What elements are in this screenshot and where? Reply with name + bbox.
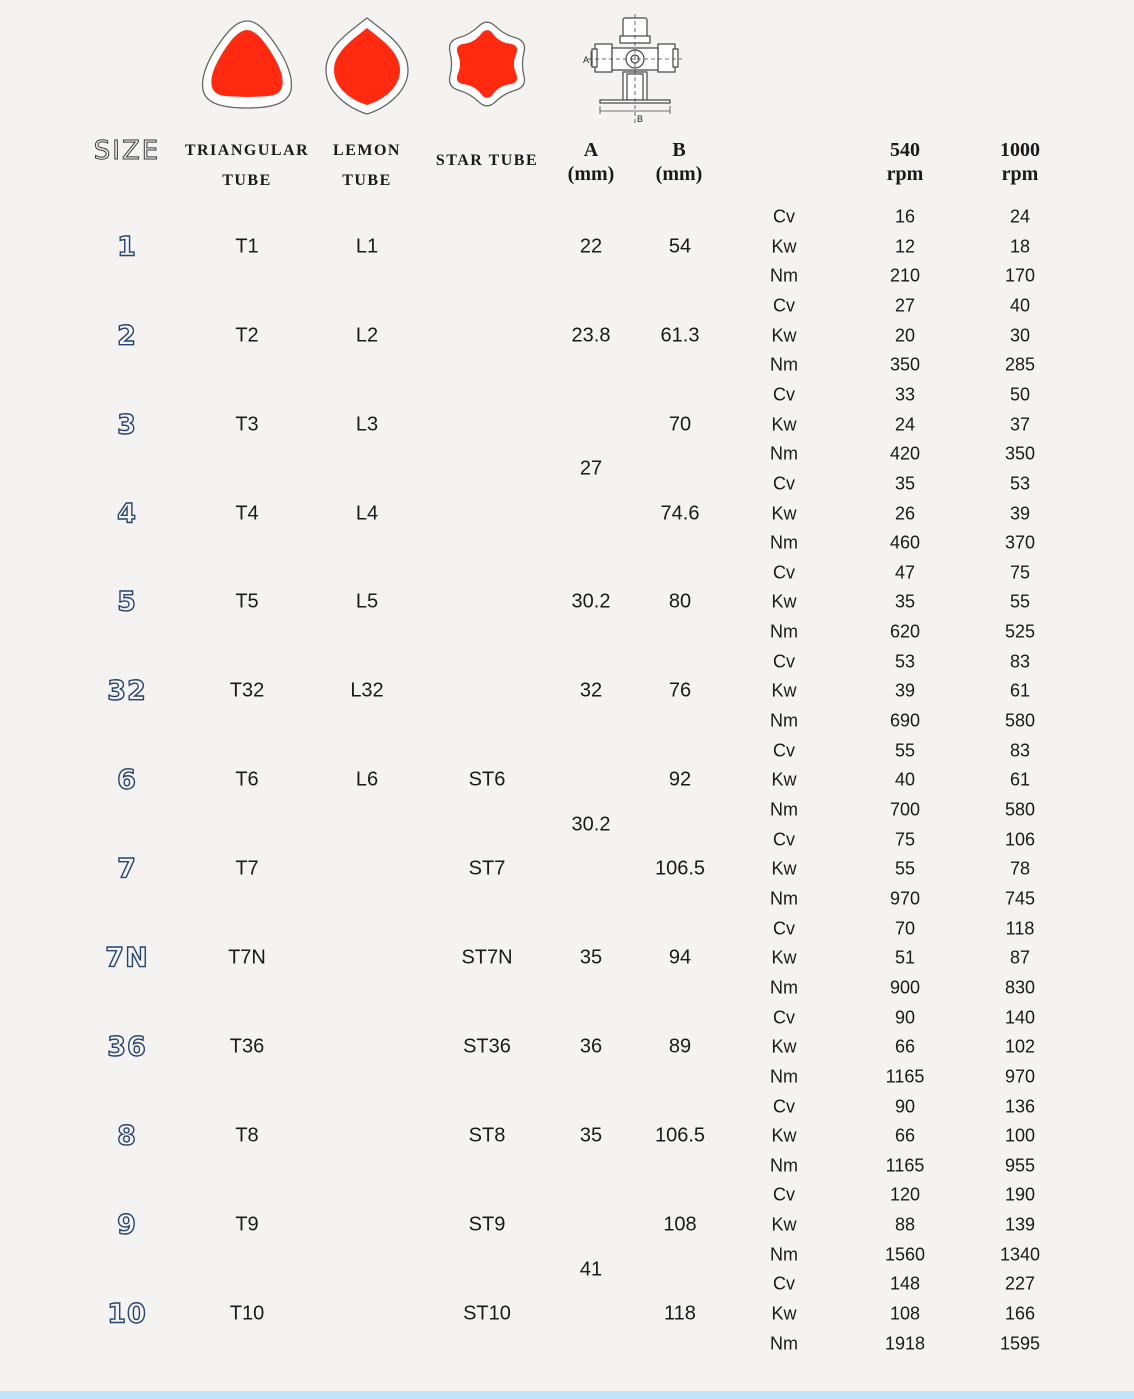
value-540rpm: 108	[889, 1303, 921, 1324]
unit-label: Cv	[773, 384, 795, 405]
value-1000rpm: 24	[1009, 206, 1031, 227]
value-540rpm: 66	[894, 1125, 916, 1146]
value-540rpm: 148	[889, 1273, 921, 1294]
unit-label: Cv	[773, 918, 795, 939]
unit-label: Kw	[771, 591, 797, 612]
value-540rpm: 35	[894, 473, 916, 494]
value-1000rpm: 39	[1009, 503, 1031, 523]
dimension-b-cell: 74.6	[660, 502, 700, 524]
rpm540-header	[865, 138, 945, 186]
star-tube-cell: ST10	[463, 1302, 511, 1325]
unit-label: Cv	[773, 651, 795, 672]
value-540rpm: 210	[889, 265, 921, 286]
value-540rpm: 75	[894, 829, 916, 850]
value-1000rpm: 139	[1004, 1214, 1036, 1235]
value-1000rpm: 53	[1009, 473, 1031, 494]
value-1000rpm: 580	[1004, 799, 1036, 820]
value-1000rpm: 106	[1004, 829, 1036, 850]
value-540rpm: 620	[889, 621, 921, 642]
dimension-b-cell: 80	[668, 590, 692, 613]
unit-label: Cv	[773, 740, 795, 761]
unit-label: Kw	[771, 858, 797, 879]
size-cell: 1	[117, 231, 137, 263]
dimension-a-cell: 27	[579, 457, 603, 480]
value-540rpm: 970	[889, 888, 921, 909]
dimension-b-cell: 76	[668, 679, 692, 702]
unit-label: Kw	[771, 1125, 797, 1146]
lemon-tube-cell: L2	[355, 324, 379, 347]
value-1000rpm: 970	[1004, 1066, 1036, 1087]
rpm1000-header	[980, 138, 1060, 186]
value-540rpm: 20	[894, 325, 916, 346]
value-1000rpm: 83	[1009, 740, 1031, 761]
size-cell: 2	[117, 320, 137, 352]
value-1000rpm: 18	[1009, 236, 1031, 257]
value-540rpm: 90	[894, 1007, 916, 1028]
value-1000rpm: 370	[1004, 532, 1036, 553]
value-540rpm: 55	[894, 858, 916, 879]
size-cell: 32	[107, 675, 147, 707]
unit-label: Cv	[773, 1273, 795, 1294]
value-540rpm: 12	[894, 236, 916, 257]
size-cell: 36	[107, 1031, 147, 1063]
rpm1000-header-unit: rpm	[1001, 163, 1039, 185]
value-1000rpm: 40	[1009, 295, 1031, 316]
rpm540-header-value: 540	[890, 139, 920, 161]
unit-label: Nm	[770, 1066, 798, 1087]
unit-label: Nm	[770, 977, 798, 998]
value-1000rpm: 100	[1004, 1125, 1036, 1146]
value-540rpm: 1165	[885, 1155, 925, 1176]
value-1000rpm: 30	[1009, 325, 1031, 346]
dimension-a-cell: 36	[579, 1035, 603, 1058]
value-1000rpm: 1595	[999, 1333, 1041, 1354]
unit-label: Nm	[770, 1333, 798, 1354]
star-tube-cell: ST6	[468, 768, 506, 791]
b-header	[648, 138, 710, 186]
value-1000rpm: 83	[1009, 651, 1031, 672]
triangular-tube-icon	[199, 16, 295, 117]
value-540rpm: 47	[894, 562, 916, 583]
unit-label: Nm	[770, 1244, 798, 1265]
size-cell: 7N	[105, 942, 149, 974]
dimension-b-cell: 108	[663, 1213, 697, 1236]
dimension-a-cell: 23.8	[571, 324, 611, 347]
value-540rpm: 26	[894, 503, 916, 523]
unit-label: Nm	[770, 710, 798, 731]
dimension-b-cell: 70	[668, 413, 692, 436]
dimension-b-cell: 94	[668, 946, 692, 969]
star-tube-cell: ST7N	[461, 946, 513, 969]
triangular-tube-cell: T3	[235, 413, 259, 436]
star-tube-cell: ST7	[468, 857, 506, 880]
value-1000rpm: 78	[1009, 858, 1031, 879]
value-540rpm: 40	[894, 769, 916, 790]
value-1000rpm: 61	[1009, 769, 1031, 790]
triangular-tube-cell: T2	[235, 324, 259, 347]
value-1000rpm: 955	[1004, 1155, 1036, 1176]
unit-label: Cv	[773, 562, 795, 583]
value-1000rpm: 87	[1009, 947, 1031, 968]
unit-label: Kw	[771, 769, 797, 790]
unit-label: Cv	[773, 1184, 795, 1205]
dimension-b-cell: 89	[668, 1035, 692, 1058]
unit-label: Cv	[773, 829, 795, 850]
size-cell: 10	[107, 1298, 147, 1330]
star-tube-cell: ST9	[468, 1213, 506, 1236]
unit-label: Kw	[771, 1303, 797, 1324]
triangular-tube-cell: T5	[235, 590, 259, 613]
dimension-a-cell: 30.2	[571, 590, 611, 613]
size-cell: 6	[117, 764, 137, 796]
triangular-tube-cell: T32	[229, 679, 265, 702]
size-cell: 9	[117, 1209, 137, 1241]
lemon-tube-cell: L32	[350, 679, 384, 702]
dimension-a-cell: 41	[579, 1258, 603, 1281]
size-cell: 7	[117, 853, 137, 885]
value-1000rpm: 50	[1009, 384, 1031, 405]
universal-joint-diagram	[578, 14, 690, 131]
unit-label: Nm	[770, 888, 798, 909]
star-tube-cell: ST8	[468, 1124, 506, 1147]
value-540rpm: 70	[894, 918, 916, 939]
value-1000rpm: 190	[1004, 1184, 1036, 1205]
value-1000rpm: 61	[1009, 680, 1031, 701]
unit-label: Cv	[773, 206, 795, 227]
diagram-label-b: B	[637, 114, 644, 124]
triangular-tube-cell: T1	[235, 235, 259, 258]
dimension-a-cell: 35	[579, 1124, 603, 1147]
lemon-tube-cell: L3	[355, 413, 379, 436]
a-header-unit: (mm)	[567, 163, 615, 185]
value-1000rpm: 1340	[999, 1244, 1041, 1265]
value-1000rpm: 102	[1004, 1036, 1036, 1057]
value-1000rpm: 285	[1004, 354, 1036, 375]
triangular-tube-cell: T36	[229, 1035, 265, 1058]
triangular-tube-cell: T8	[235, 1124, 259, 1147]
unit-label: Cv	[773, 1096, 795, 1116]
triangular-tube-cell: T7	[235, 857, 259, 880]
value-540rpm: 24	[894, 414, 916, 435]
value-1000rpm: 55	[1009, 591, 1031, 612]
value-540rpm: 460	[889, 532, 921, 553]
star-tube-header: STAR TUBE	[435, 152, 539, 169]
value-1000rpm: 350	[1004, 443, 1036, 464]
lemon-tube-header	[322, 136, 412, 196]
value-540rpm: 900	[889, 977, 921, 998]
unit-label: Nm	[770, 354, 798, 375]
value-1000rpm: 525	[1004, 621, 1036, 642]
value-540rpm: 1918	[884, 1333, 926, 1354]
a-header-letter: A	[583, 139, 599, 161]
dimension-a-cell: 32	[579, 679, 603, 702]
dimension-b-cell: 61.3	[660, 324, 700, 347]
value-540rpm: 690	[889, 710, 921, 731]
bottom-bar	[0, 1391, 1134, 1399]
dimension-a-cell: 30.2	[571, 813, 611, 836]
value-540rpm: 66	[894, 1036, 916, 1057]
value-540rpm: 33	[894, 384, 916, 405]
lemon-header-line2: TUBE	[342, 172, 392, 189]
value-1000rpm: 75	[1009, 562, 1031, 583]
value-540rpm: 51	[894, 947, 916, 968]
rpm540-header-unit: rpm	[886, 163, 924, 185]
triangular-tube-cell: T6	[235, 768, 259, 791]
unit-label: Nm	[770, 532, 798, 553]
dimension-b-cell: 54	[668, 235, 692, 258]
size-cell: 5	[117, 586, 137, 618]
value-1000rpm: 140	[1004, 1007, 1036, 1028]
lemon-tube-icon	[324, 16, 410, 121]
unit-label: Kw	[771, 680, 797, 701]
triangular-tube-cell: T7N	[228, 946, 266, 969]
unit-label: Nm	[770, 1155, 798, 1176]
unit-label: Nm	[770, 265, 798, 286]
unit-label: Kw	[771, 503, 797, 523]
value-540rpm: 350	[889, 354, 921, 375]
unit-label: Cv	[773, 473, 795, 494]
lemon-tube-cell: L4	[355, 502, 379, 524]
diagram-label-a: A	[583, 55, 590, 65]
unit-label: Kw	[771, 236, 797, 257]
dimension-a-cell: 22	[579, 235, 603, 258]
star-tube-cell: ST36	[463, 1035, 511, 1058]
dimension-b-cell: 92	[668, 768, 692, 791]
size-cell: 8	[117, 1120, 137, 1152]
value-540rpm: 55	[894, 740, 916, 761]
value-540rpm: 700	[889, 799, 921, 820]
value-540rpm: 88	[894, 1214, 916, 1235]
unit-label: Kw	[771, 325, 797, 346]
value-540rpm: 39	[894, 680, 916, 701]
value-540rpm: 420	[889, 443, 921, 464]
value-1000rpm: 227	[1004, 1273, 1036, 1294]
unit-label: Cv	[773, 295, 795, 316]
dimension-a-cell: 35	[579, 946, 603, 969]
dimension-b-cell: 106.5	[654, 857, 706, 880]
unit-label: Kw	[771, 947, 797, 968]
value-1000rpm: 136	[1004, 1096, 1036, 1116]
value-1000rpm: 580	[1004, 710, 1036, 731]
unit-label: Cv	[773, 1007, 795, 1028]
value-540rpm: 1560	[884, 1244, 926, 1265]
dimension-b-cell: 118	[664, 1302, 696, 1325]
value-540rpm: 90	[894, 1096, 916, 1116]
unit-label: Kw	[771, 414, 797, 435]
lemon-tube-cell: L6	[355, 768, 379, 791]
unit-label: Nm	[770, 621, 798, 642]
star-tube-icon	[442, 16, 532, 113]
triangular-header-line1: TRIANGULAR	[184, 142, 310, 159]
value-1000rpm: 745	[1004, 888, 1036, 909]
value-540rpm: 120	[889, 1184, 921, 1205]
value-1000rpm: 830	[1004, 977, 1036, 998]
unit-label: Kw	[771, 1036, 797, 1057]
lemon-tube-cell: L5	[355, 590, 379, 613]
rpm1000-header-value: 1000	[1000, 139, 1040, 161]
lemon-header-line1: LEMON	[333, 142, 401, 159]
value-1000rpm: 118	[1005, 918, 1035, 939]
unit-label: Kw	[771, 1214, 797, 1235]
unit-label: Nm	[770, 443, 798, 464]
value-1000rpm: 37	[1009, 414, 1031, 435]
unit-label: Nm	[770, 799, 798, 820]
b-header-letter: B	[672, 139, 686, 161]
dimension-b-cell: 106.5	[654, 1124, 706, 1147]
value-540rpm: 1165	[885, 1066, 925, 1087]
triangular-tube-header	[178, 136, 316, 196]
value-540rpm: 53	[894, 651, 916, 672]
value-540rpm: 27	[894, 295, 916, 316]
size-cell: 4	[117, 498, 137, 529]
value-540rpm: 35	[894, 591, 916, 612]
triangular-header-line2: TUBE	[222, 172, 272, 189]
value-1000rpm: 166	[1004, 1303, 1036, 1324]
value-540rpm: 16	[894, 206, 916, 227]
value-1000rpm: 170	[1004, 265, 1036, 286]
size-header: SIZE	[93, 136, 161, 166]
triangular-tube-cell: T4	[235, 502, 259, 524]
triangular-tube-cell: T9	[235, 1213, 259, 1236]
lemon-tube-cell: L1	[355, 235, 379, 258]
b-header-unit: (mm)	[655, 163, 703, 185]
size-cell: 3	[117, 409, 137, 441]
a-header	[560, 138, 622, 186]
triangular-tube-cell: T10	[229, 1302, 265, 1325]
